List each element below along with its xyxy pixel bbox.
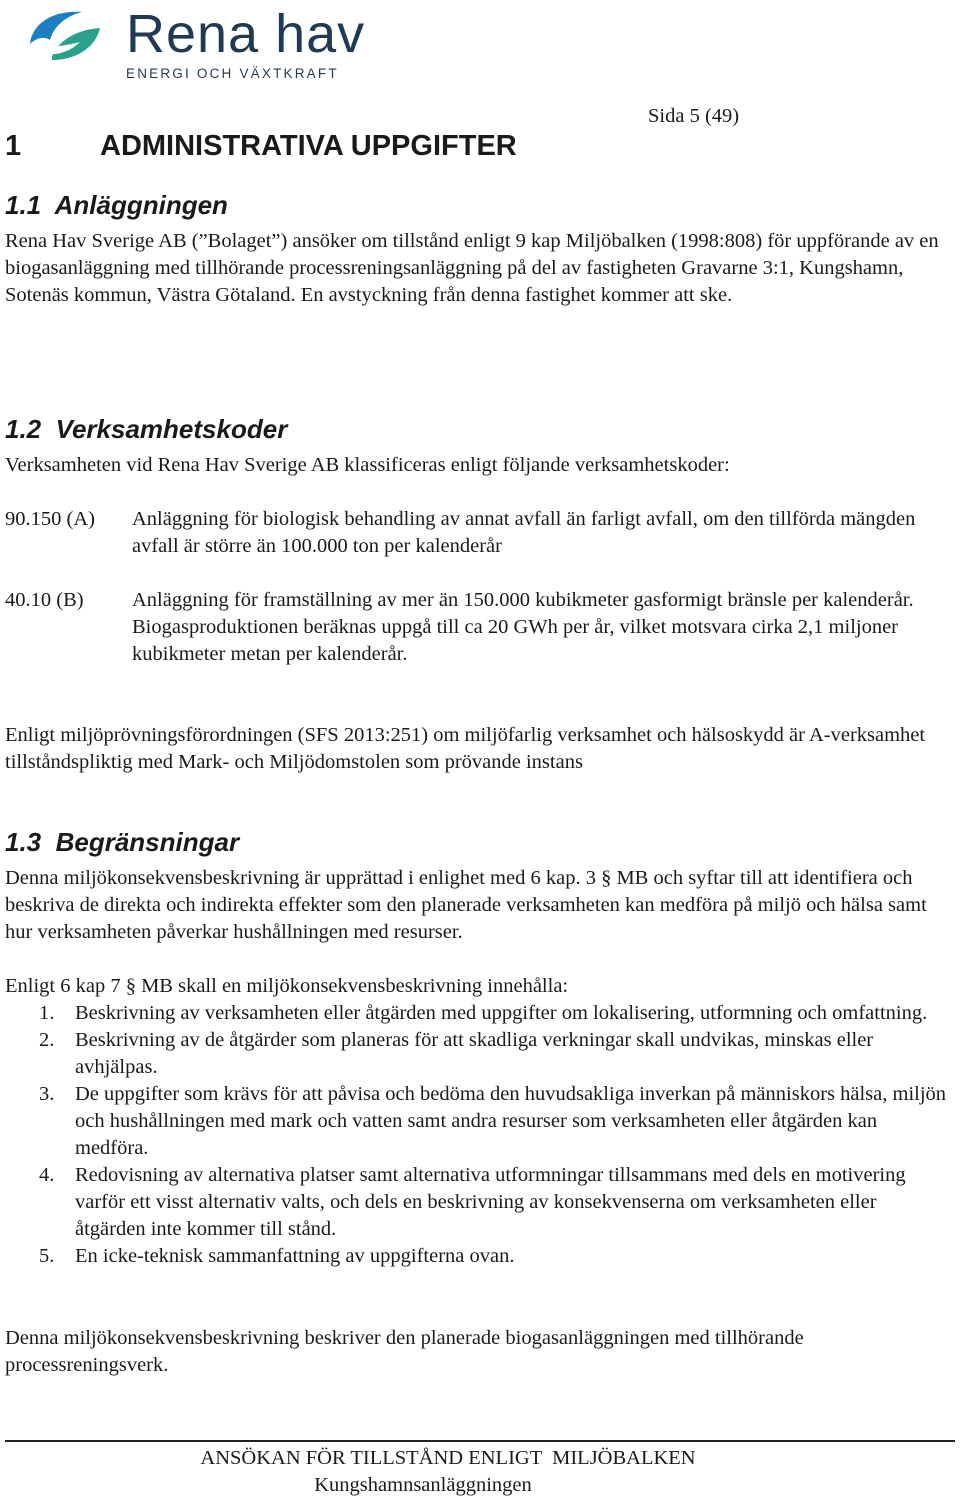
list-item-number: 5. xyxy=(39,1245,55,1267)
list-item-number: 4. xyxy=(39,1164,55,1186)
logo-name: Rena hav xyxy=(126,4,366,64)
mkb-requirements-list xyxy=(5,1000,950,1270)
paragraph-begransningar: Denna miljökonsekvensbeskrivning är upprättad i enlighet med 6 kap. 3 § MB och syftar till att identifiera och beskriva de direkta och indirekta effekter som den planerade verksamheten kan medföra på miljö och hälsa samt hur verksamheten påverkar hushållningen med resurser. xyxy=(5,867,927,943)
paragraph-mkb-innehall: Enligt 6 kap 7 § MB skall en miljökonsekvensbeskrivning innehålla: xyxy=(5,975,569,997)
list-item xyxy=(5,1081,950,1162)
list-item-number: 1. xyxy=(39,1002,55,1024)
paragraph-anlaggningen: Rena Hav Sverige AB (”Bolaget”) ansöker om tillstånd enligt 9 kap Miljöbalken (1998:808) för uppförande av en biogasanläggning med tillhörande processreningsanläggning på del av fastigheten Gravarne 3:1, Kungshamn, Sotenäs kommun, Västra Götaland. En avstyckning från denna fastighet kommer att ske. xyxy=(5,230,939,306)
footer-divider xyxy=(5,1440,955,1442)
list-item-text: En icke-teknisk sammanfattning av uppgifterna ovan. xyxy=(75,1245,515,1267)
list-item-number: 3. xyxy=(39,1083,55,1105)
paragraph-verksamhetskoder-intro: Verksamheten vid Rena Hav Sverige AB klassificeras enligt följande verksamhetskoder: xyxy=(5,454,730,476)
company-logo xyxy=(22,4,392,84)
page-number: Sida 5 (49) xyxy=(648,105,740,127)
list-item xyxy=(5,1162,950,1243)
footer-title: ANSÖKAN FÖR TILLSTÅND ENLIGT MILJÖBALKEN xyxy=(200,1447,696,1469)
paragraph-sammanfattning: Denna miljökonsekvensbeskrivning beskriver den planerade biogasanläggningen med tillhörande processreningsverk. xyxy=(5,1327,804,1376)
list-item xyxy=(5,1000,950,1027)
list-item xyxy=(5,1027,950,1081)
activity-code: 40.10 (B) xyxy=(5,589,84,611)
section-number: 1 xyxy=(5,130,22,162)
footer-subtitle: Kungshamnsanläggningen xyxy=(314,1474,532,1496)
activity-code: 90.150 (A) xyxy=(5,508,95,530)
paragraph-miljoprovning: Enligt miljöprövningsförordningen (SFS 2013:251) om miljöfarlig verksamhet och hälsoskydd är A-verksamhet tillståndspliktig med Mark- och Miljödomstolen som prövande instans xyxy=(5,724,926,773)
wave-logo-icon xyxy=(22,6,106,66)
list-item-text: Redovisning av alternativa platser samt alternativa utformningar tillsammans med dels en motivering varför ett visst alternativ valts, och dels en beskrivning av konsekvenserna om verksamheten eller åtgärden inte kommer till stånd. xyxy=(75,1164,906,1240)
heading-anlaggningen: 1.1 Anläggningen xyxy=(5,190,228,220)
list-item-text: De uppgifter som krävs för att påvisa och bedöma den huvudsakliga inverkan på människors hälsa, miljön och hushållningen med mark och vatten samt andra resurser som verksamheten eller åtgärden kan medföra. xyxy=(75,1083,947,1159)
heading-begransningar: 1.3 Begränsningar xyxy=(5,827,240,857)
activity-code-description: Anläggning för framställning av mer än 150.000 kubikmeter gasformigt bränsle per kalenderår. Biogasproduktionen beräknas uppgå till ca 20 GWh per år, vilket motsvara cirka 2,1 miljoner kubikmeter metan per kalenderår. xyxy=(132,589,914,665)
section-title: ADMINISTRATIVA UPPGIFTER xyxy=(100,130,517,162)
activity-code-description: Anläggning för biologisk behandling av annat avfall än farligt avfall, om den tillförda mängden avfall är större än 100.000 ton per kalenderår xyxy=(132,508,916,557)
list-item xyxy=(5,1243,950,1270)
logo-tagline: ENERGI OCH VÄXTKRAFT xyxy=(126,66,339,81)
list-item-text: Beskrivning av de åtgärder som planeras för att skadliga verkningar skall undvikas, minskas eller avhjälpas. xyxy=(75,1029,874,1078)
list-item-text: Beskrivning av verksamheten eller åtgärden med uppgifter om lokalisering, utformning och omfattning. xyxy=(75,1002,928,1024)
heading-verksamhetskoder: 1.2 Verksamhetskoder xyxy=(5,414,288,444)
list-item-number: 2. xyxy=(39,1029,55,1051)
